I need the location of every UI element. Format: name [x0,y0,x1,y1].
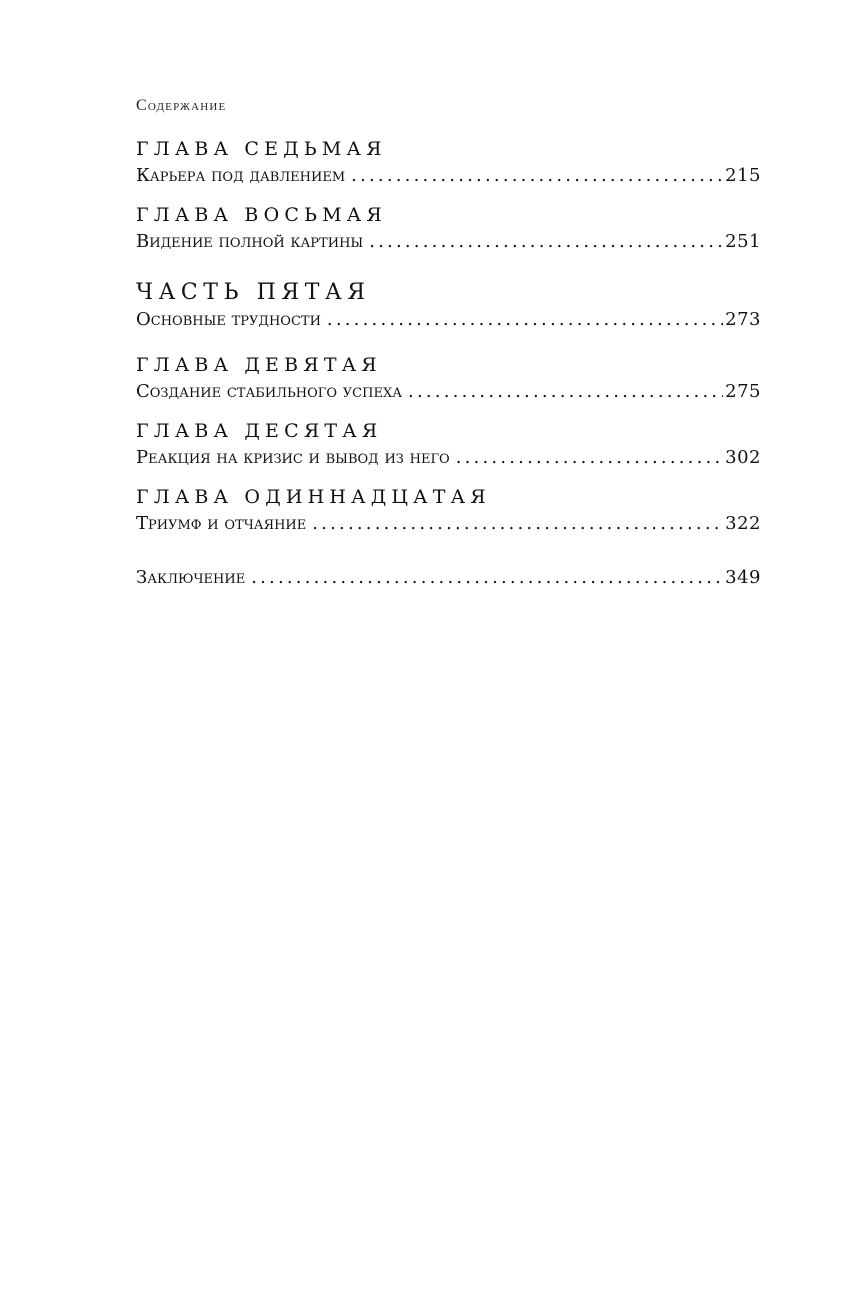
toc-entry-title: Карьера под давлением [136,165,346,186]
chapter-heading: ГЛАВА ДЕВЯТАЯ [136,354,382,376]
dot-leader [408,381,723,402]
toc-entry [136,567,761,591]
chapter-heading: ГЛАВА ОДИННАДЦАТАЯ [136,486,491,508]
toc-entry [136,165,761,189]
chapter-heading: ГЛАВА ДЕСЯТАЯ [136,420,383,442]
toc-entry-title: Основные трудности [136,309,321,330]
toc-entry [136,381,761,405]
running-header: Содержание [136,97,227,114]
toc-entry [136,231,761,255]
toc-entry-title: Триумф и отчаяние [136,513,307,534]
toc-entry-page: 322 [725,513,761,534]
chapter-heading: ГЛАВА ВОСЬМАЯ [136,204,387,226]
toc-entry [136,309,761,333]
toc-entry-page: 215 [725,165,761,186]
toc-entry-page: 349 [725,567,761,588]
toc-entry [136,447,761,471]
toc-entry [136,513,761,537]
dot-leader [327,309,723,330]
dot-leader [351,165,723,186]
toc-entry-page: 251 [725,231,761,252]
part-heading: ЧАСТЬ ПЯТАЯ [136,280,371,305]
toc-entry-title: Реакция на кризис и вывод из него [136,447,450,468]
toc-entry-title: Видение полной картины [136,231,364,252]
toc-entry-title: Создание стабильного успеха [136,381,403,402]
toc-entry-title: Заключение [136,567,246,588]
dot-leader [369,231,723,252]
dot-leader [456,447,723,468]
dot-leader [312,513,723,534]
dot-leader [251,567,723,588]
chapter-heading: ГЛАВА СЕДЬМАЯ [136,138,387,160]
toc-entry-page: 302 [725,447,761,468]
toc-entry-page: 275 [725,381,761,402]
toc-entry-page: 273 [725,309,761,330]
